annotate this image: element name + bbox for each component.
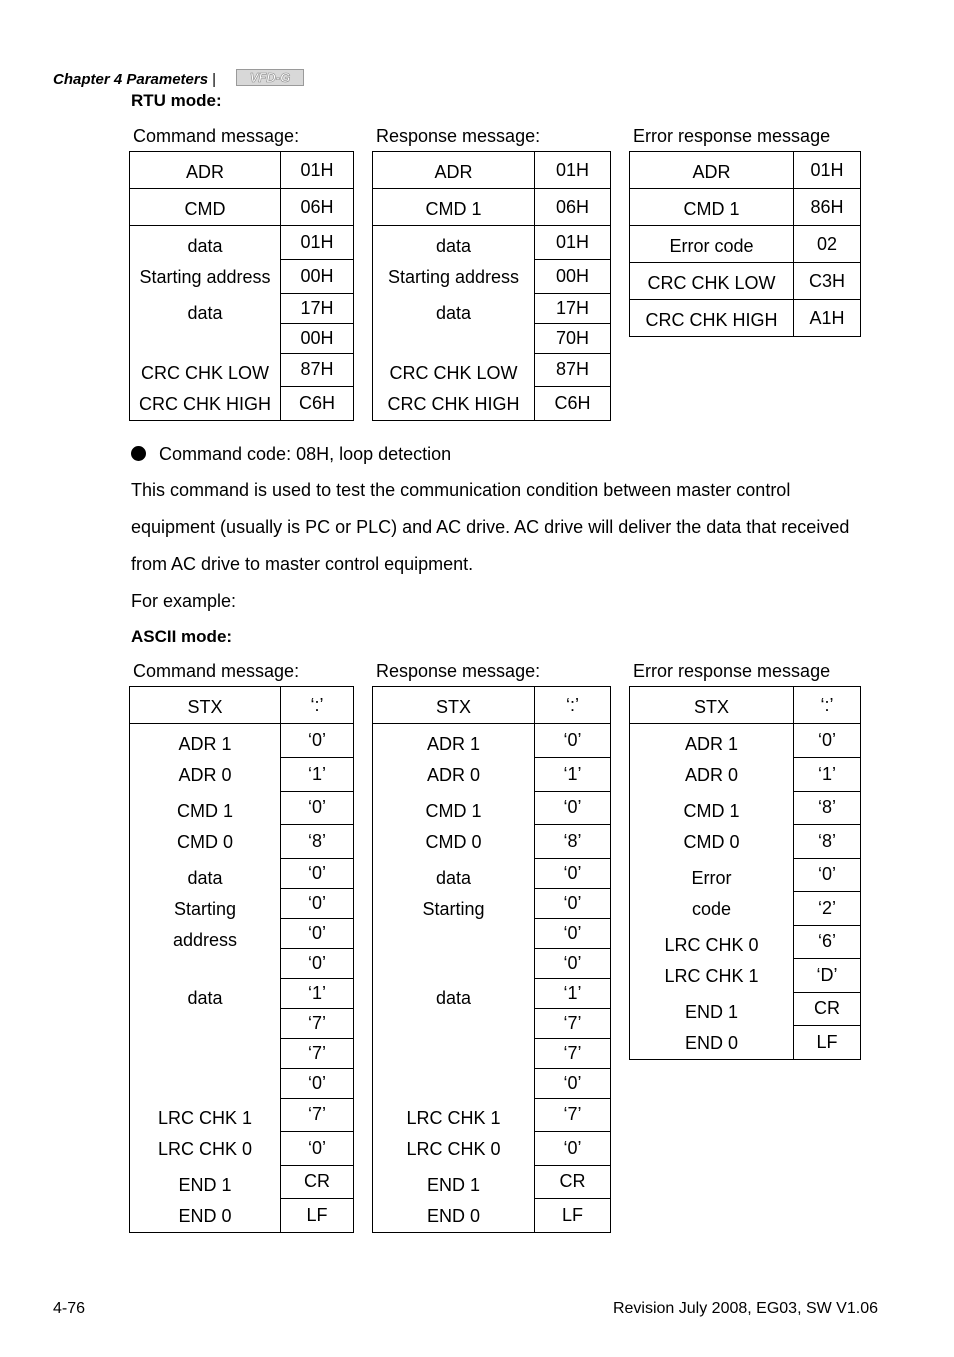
- field-label-line: data: [187, 303, 223, 323]
- field-value: ‘0’: [535, 948, 611, 978]
- field-label: [630, 189, 794, 226]
- field-value: ‘0’: [281, 858, 354, 888]
- field-value: ‘1’: [535, 757, 611, 791]
- field-value: ‘7’: [281, 1038, 354, 1068]
- page-number: 4-76: [53, 1300, 86, 1317]
- field-label-line: CRC CHK HIGH: [387, 394, 520, 414]
- table-row: [373, 858, 611, 888]
- field-value: C6H: [535, 387, 611, 421]
- field-label-line: LRC CHK 1: [157, 1108, 253, 1128]
- table-row: [373, 724, 611, 758]
- field-label: [130, 353, 281, 421]
- field-value: ‘1’: [281, 757, 354, 791]
- field-label: [373, 293, 535, 353]
- field-label: [630, 724, 794, 792]
- field-label-line: CRC CHK HIGH: [645, 310, 778, 330]
- field-label-line: ADR 1: [426, 734, 480, 754]
- table-row: [373, 152, 611, 189]
- field-value: CR: [794, 992, 861, 1026]
- field-label-line: CMD 1: [683, 801, 740, 821]
- field-value: 02: [794, 226, 861, 263]
- field-label: [630, 300, 794, 337]
- field-label-line: Starting address: [387, 267, 520, 287]
- field-value: ‘0’: [281, 724, 354, 758]
- rtu-error-table: [629, 151, 861, 337]
- field-value: ‘0’: [794, 858, 861, 892]
- command-code-bullet: [131, 444, 451, 465]
- field-value: ‘7’: [281, 1008, 354, 1038]
- field-value: 87H: [281, 353, 354, 387]
- field-label-line: STX: [435, 697, 471, 717]
- table-row: [130, 724, 354, 758]
- field-value: 17H: [281, 293, 354, 323]
- ascii-response-table: [372, 686, 611, 1233]
- field-value: LF: [281, 1199, 354, 1233]
- table-row: [630, 226, 861, 263]
- revision-text: Revision July 2008, EG03, SW V1.06: [612, 1300, 878, 1317]
- field-label: [630, 858, 794, 925]
- field-value: 00H: [281, 323, 354, 353]
- rtu-command-table: [129, 151, 354, 421]
- field-value: 00H: [281, 259, 354, 293]
- field-label: [373, 189, 535, 226]
- field-label: [130, 858, 281, 978]
- field-value: C3H: [794, 263, 861, 300]
- field-label-line: data: [187, 988, 223, 1008]
- field-label-line: CMD: [184, 199, 226, 219]
- field-value: LF: [535, 1199, 611, 1233]
- table-row: [130, 189, 354, 226]
- field-value: ‘0’: [281, 888, 354, 918]
- field-label-line: CMD 1: [176, 801, 233, 821]
- field-label-line: CMD 0: [683, 832, 740, 852]
- table-row: [630, 263, 861, 300]
- field-value: ‘0’: [535, 1068, 611, 1098]
- paragraph-line: from AC drive to master control equipment.: [131, 554, 474, 574]
- field-value: ‘6’: [794, 925, 861, 959]
- field-value: ‘1’: [535, 978, 611, 1008]
- field-value: ‘8’: [535, 825, 611, 859]
- bullet-text: Command code: 08H, loop detection: [159, 444, 452, 464]
- for-example-text: For example:: [131, 591, 237, 611]
- table-row: [130, 1098, 354, 1132]
- field-label-line: Error code: [669, 236, 754, 256]
- field-label-line: address: [172, 930, 238, 950]
- field-value: ‘0’: [281, 948, 354, 978]
- field-label: [373, 1165, 535, 1233]
- field-label: [130, 293, 281, 353]
- field-label: [373, 226, 535, 294]
- table-row: [130, 791, 354, 825]
- field-label-line: END 0: [684, 1033, 738, 1053]
- ascii-command-table: [129, 686, 354, 1233]
- field-label: [373, 724, 535, 792]
- rtu-command-caption: Command message:: [133, 126, 300, 146]
- table-row: [130, 687, 354, 724]
- table-row: [130, 1165, 354, 1199]
- table-row: [130, 858, 354, 888]
- field-value: 00H: [535, 259, 611, 293]
- field-value: ‘8’: [281, 825, 354, 859]
- field-label: [130, 724, 281, 792]
- field-value: ‘1’: [281, 978, 354, 1008]
- paragraph-line: This command is used to test the communication condition between master control: [131, 480, 791, 500]
- field-value: 01H: [794, 152, 861, 189]
- field-label-line: LRC CHK 1: [664, 966, 759, 986]
- field-value: 70H: [535, 323, 611, 353]
- ascii-error-table: [629, 686, 861, 1060]
- field-label: [373, 353, 535, 421]
- field-label-line: CMD 0: [176, 832, 233, 852]
- field-value: 01H: [281, 226, 354, 260]
- table-row: [630, 300, 861, 337]
- field-value: C6H: [281, 387, 354, 421]
- table-row: [630, 687, 861, 724]
- field-value: ‘0’: [281, 1068, 354, 1098]
- field-value: 01H: [535, 152, 611, 189]
- table-row: [130, 353, 354, 387]
- table-row: [630, 189, 861, 226]
- table-row: [373, 189, 611, 226]
- field-label-line: ADR: [692, 162, 731, 182]
- field-label-line: data: [187, 868, 223, 888]
- rtu-response-caption: Response message:: [376, 126, 541, 146]
- field-value: ‘0’: [535, 791, 611, 825]
- field-value: 86H: [794, 189, 861, 226]
- field-label-line: data: [435, 868, 472, 888]
- field-value: CR: [535, 1165, 611, 1199]
- field-label-line: LRC CHK 0: [406, 1139, 501, 1159]
- field-label: [630, 925, 794, 992]
- field-label: [630, 226, 794, 263]
- field-label-line: Starting: [422, 899, 485, 919]
- field-label-line: data: [435, 303, 472, 323]
- field-value: ‘0’: [281, 791, 354, 825]
- table-row: [373, 1165, 611, 1199]
- field-value: 01H: [535, 226, 611, 260]
- field-label: [130, 1165, 281, 1233]
- field-label-line: LRC CHK 1: [406, 1108, 501, 1128]
- field-value: ‘0’: [535, 918, 611, 948]
- table-row: [630, 858, 861, 892]
- vfd-g-logo: [236, 69, 304, 86]
- field-label: [130, 687, 281, 724]
- field-label-line: ADR 1: [178, 734, 232, 754]
- table-row: [130, 152, 354, 189]
- table-row: [630, 152, 861, 189]
- field-label: [630, 791, 794, 858]
- field-label: [373, 791, 535, 858]
- field-value: ‘8’: [794, 825, 861, 859]
- field-label-line: STX: [693, 697, 729, 717]
- table-row: [630, 724, 861, 758]
- field-label: [130, 189, 281, 226]
- table-row: [373, 1098, 611, 1132]
- field-label-line: data: [435, 236, 472, 256]
- field-value: ‘1’: [794, 757, 861, 791]
- rtu-response-table: [372, 151, 611, 421]
- field-label-line: data: [435, 988, 472, 1008]
- field-value: ‘0’: [794, 724, 861, 758]
- field-label-line: CMD 1: [683, 199, 740, 219]
- field-label-line: CMD 1: [425, 801, 482, 821]
- field-value: ‘7’: [535, 1038, 611, 1068]
- field-value: ‘7’: [535, 1098, 611, 1132]
- field-value: ‘0’: [535, 858, 611, 888]
- field-label-line: LRC CHK 0: [664, 935, 759, 955]
- field-value: ‘0’: [281, 918, 354, 948]
- field-label: [373, 1098, 535, 1165]
- field-label-line: ADR 0: [178, 765, 232, 785]
- field-label-line: CRC CHK LOW: [389, 363, 518, 383]
- field-value: ‘8’: [794, 791, 861, 825]
- field-value: ‘:’: [281, 687, 354, 724]
- table-row: [630, 992, 861, 1026]
- field-value: 01H: [281, 152, 354, 189]
- field-value: 06H: [281, 189, 354, 226]
- rtu-error-caption: Error response message: [633, 126, 831, 146]
- field-label-line: LRC CHK 0: [157, 1139, 253, 1159]
- field-label-line: END 0: [426, 1206, 480, 1226]
- chapter-title: Chapter 4 Parameters: [53, 71, 209, 88]
- field-label: [130, 978, 281, 1098]
- field-value: ‘:’: [535, 687, 611, 724]
- field-label-line: CMD 1: [425, 199, 482, 219]
- bullet-icon: [131, 446, 146, 461]
- field-value: ‘2’: [794, 892, 861, 926]
- ascii-mode-heading: ASCII mode:: [131, 627, 233, 646]
- field-label-line: CRC CHK LOW: [647, 273, 776, 293]
- field-label-line: STX: [187, 697, 223, 717]
- field-label: [630, 992, 794, 1060]
- field-value: LF: [794, 1026, 861, 1060]
- field-value: ‘0’: [535, 1132, 611, 1166]
- field-label: [630, 152, 794, 189]
- field-label: [130, 1098, 281, 1165]
- field-value: ‘:’: [794, 687, 861, 724]
- field-label-line: code: [691, 899, 732, 919]
- ascii-command-caption: Command message:: [133, 661, 300, 681]
- field-label-line: END 1: [426, 1175, 480, 1195]
- ascii-response-caption: Response message:: [376, 661, 541, 681]
- field-label: [130, 152, 281, 189]
- table-row: [373, 226, 611, 260]
- field-value: 17H: [535, 293, 611, 323]
- field-label-line: Starting address: [139, 267, 271, 287]
- field-label-line: END 1: [178, 1175, 232, 1195]
- field-label: [373, 687, 535, 724]
- table-row: [373, 687, 611, 724]
- field-label-line: Error: [691, 868, 732, 888]
- field-label: [130, 791, 281, 858]
- field-label: [373, 978, 535, 1098]
- field-label: [373, 152, 535, 189]
- field-label-line: END 1: [684, 1002, 738, 1022]
- field-label-line: ADR 0: [426, 765, 480, 785]
- table-row: [373, 978, 611, 1008]
- table-row: [130, 978, 354, 1008]
- field-label-line: Starting: [173, 899, 237, 919]
- field-label-line: ADR 0: [684, 765, 738, 785]
- field-value: 06H: [535, 189, 611, 226]
- logo-text: VFD-G: [249, 70, 291, 85]
- field-value: 87H: [535, 353, 611, 387]
- field-label-line: ADR: [185, 162, 224, 182]
- ascii-error-caption: Error response message: [633, 661, 831, 681]
- paragraph-line: equipment (usually is PC or PLC) and AC drive. AC drive will deliver the data that received: [131, 517, 850, 537]
- field-label-line: CMD 0: [425, 832, 482, 852]
- field-label-line: CRC CHK LOW: [140, 363, 269, 383]
- header-separator: |: [212, 71, 216, 88]
- chapter-header: [53, 71, 216, 88]
- table-row: [130, 226, 354, 260]
- field-value: ‘7’: [535, 1008, 611, 1038]
- field-value: ‘0’: [281, 1132, 354, 1166]
- field-label-line: CRC CHK HIGH: [138, 394, 271, 414]
- field-label: [630, 687, 794, 724]
- table-row: [373, 293, 611, 323]
- table-row: [630, 925, 861, 959]
- field-value: CR: [281, 1165, 354, 1199]
- field-label-line: END 0: [178, 1206, 232, 1226]
- field-value: A1H: [794, 300, 861, 337]
- field-label-line: ADR 1: [684, 734, 738, 754]
- table-row: [373, 791, 611, 825]
- field-label-line: data: [187, 236, 223, 256]
- field-value: ‘D’: [794, 959, 861, 993]
- field-label: [130, 226, 281, 294]
- table-row: [630, 791, 861, 825]
- table-row: [130, 293, 354, 323]
- field-value: ‘0’: [535, 888, 611, 918]
- field-label: [373, 858, 535, 978]
- field-value: ‘7’: [281, 1098, 354, 1132]
- rtu-mode-heading: RTU mode:: [131, 91, 222, 110]
- table-row: [373, 353, 611, 387]
- field-value: ‘0’: [535, 724, 611, 758]
- field-label: [630, 263, 794, 300]
- field-label-line: ADR: [434, 162, 473, 182]
